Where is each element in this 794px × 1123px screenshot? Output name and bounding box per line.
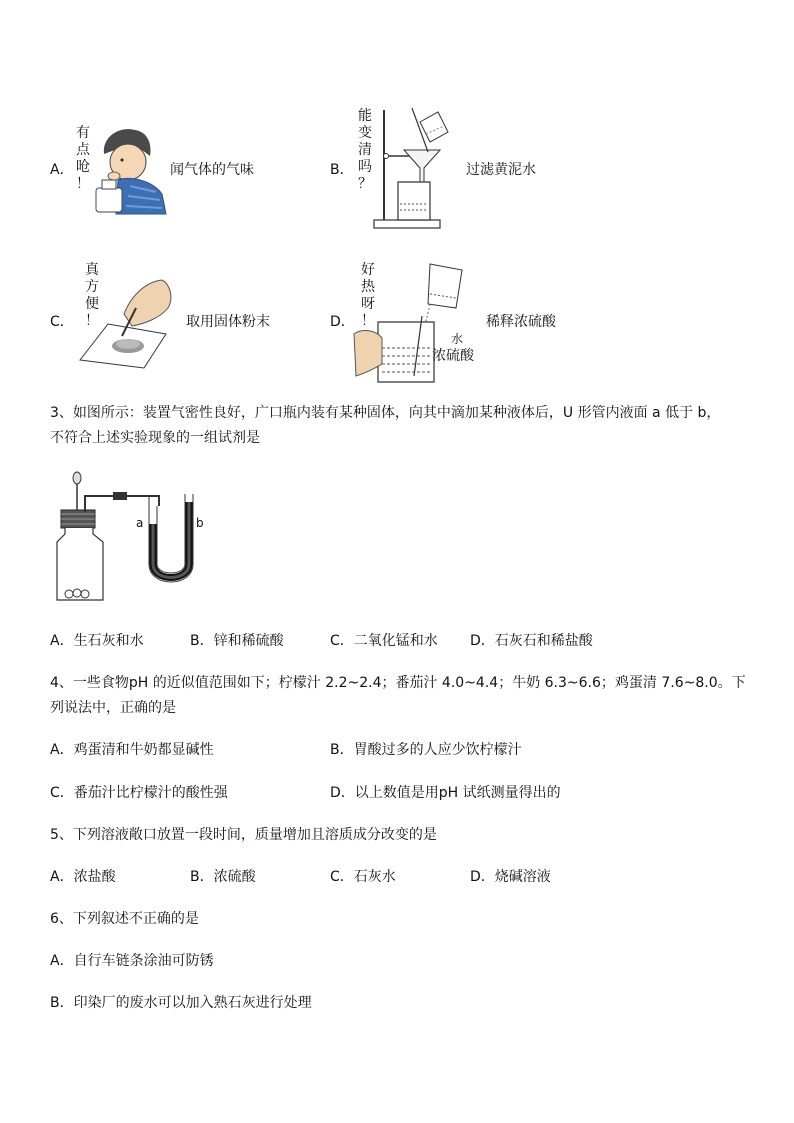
option-d-letter: D． xyxy=(330,314,355,330)
q4-stem-line1: 4、一些食物pH 的近似值范围如下；柠檬汁 2.2~2.4；番茄汁 4.0~4.4；牛奶 6.3~6.6；鸡蛋清 7.6~8.0。下 xyxy=(50,675,746,691)
label-a: a xyxy=(136,516,144,530)
q5-option-d: D．烧碱溶液 xyxy=(470,869,551,885)
label-b: b xyxy=(196,516,204,530)
q5-option-c: C．石灰水 xyxy=(330,869,396,885)
q3-stem-line2: 不符合上述实验现象的一组试剂是 xyxy=(50,430,260,446)
q4-option-a: A．鸡蛋清和牛奶都显碱性 xyxy=(50,742,214,758)
option-c-speech: 真 方 便 ！ xyxy=(85,262,99,329)
option-c-letter: C． xyxy=(50,314,74,330)
option-a-speech: 有 点 呛 ！ xyxy=(76,125,90,192)
q3-option-d: D．石灰石和稀盐酸 xyxy=(470,633,593,649)
option-b-letter: B． xyxy=(330,162,354,178)
option-d-caption: 稀释浓硫酸 xyxy=(486,314,556,330)
q4-option-c: C．番茄汁比柠檬汁的酸性强 xyxy=(50,785,228,801)
smelling-gas-figure xyxy=(90,126,170,216)
q3-option-a: A．生石灰和水 xyxy=(50,633,144,649)
q5-option-b: B．浓硫酸 xyxy=(190,869,256,885)
q3-stem-line1: 3、如图所示：装置气密性良好，广口瓶内装有某种固体，向其中滴加某种液体后，U 形管内液面 a 低于 b， xyxy=(50,405,721,421)
q3-option-c: C．二氧化锰和水 xyxy=(330,633,438,649)
q4-option-d: D．以上数值是用pH 试纸测量得出的 xyxy=(330,785,561,801)
q4-option-b: B．胃酸过多的人应少饮柠檬汁 xyxy=(330,742,522,758)
filtration-apparatus-figure xyxy=(372,108,442,233)
u-tube-apparatus-figure xyxy=(55,472,215,604)
q3-option-b: B．锌和稀硫酸 xyxy=(190,633,284,649)
option-b-caption: 过滤黄泥水 xyxy=(466,162,536,178)
label-water: 水 xyxy=(451,332,464,346)
dilution-figure xyxy=(352,262,442,384)
option-d-speech: 好 热 呀 ！ xyxy=(361,262,375,329)
option-b-speech: 能 变 清 吗 ？ xyxy=(358,108,372,192)
q6-option-b: B．印染厂的废水可以加入熟石灰进行处理 xyxy=(50,995,312,1011)
option-c-caption: 取用固体粉末 xyxy=(186,314,270,330)
option-a-caption: 闻气体的气味 xyxy=(170,162,254,178)
q6-stem: 6、下列叙述不正确的是 xyxy=(50,911,199,927)
q5-option-a: A．浓盐酸 xyxy=(50,869,116,885)
q4-stem-line2: 列说法中，正确的是 xyxy=(50,700,176,716)
label-concentrated-acid: 浓硫酸 xyxy=(432,348,474,364)
q6-option-a: A．自行车链条涂油可防锈 xyxy=(50,953,214,969)
powder-sampling-figure xyxy=(78,278,178,368)
option-a-letter: A． xyxy=(50,162,74,178)
q5-stem: 5、下列溶液敞口放置一段时间，质量增加且溶质成分改变的是 xyxy=(50,827,437,843)
